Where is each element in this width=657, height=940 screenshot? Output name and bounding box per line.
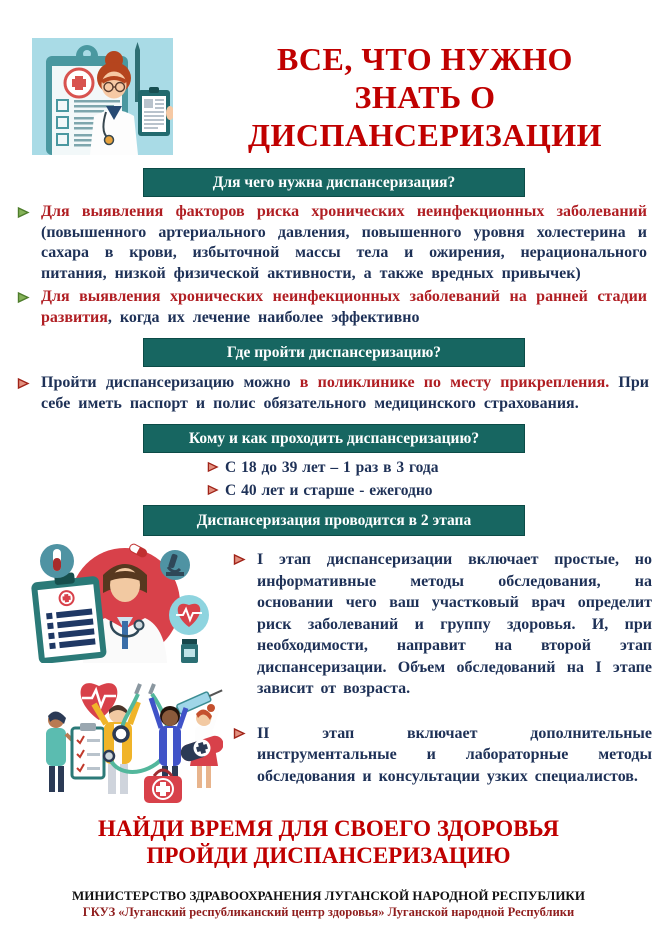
section-heading-stages: Диспансеризация проводится в 2 этапа [143, 505, 525, 536]
where-bullet [15, 373, 649, 414]
bullet-text-red: Для выявления хронических неинфекционных заболеваний на ранней стадии развития [41, 288, 647, 326]
title-line: ДИСПАНСЕРИЗАЦИИ [248, 117, 602, 153]
checklist-clipboard-icon [72, 723, 104, 778]
list-item [15, 373, 649, 414]
microscope-icon [160, 550, 190, 580]
bullet-text-dark: При себе иметь паспорт и полис обязательного медицинского страхования. [41, 374, 649, 412]
arrow-bullet-icon [233, 727, 246, 740]
medical-team-illustration [18, 672, 223, 810]
list-item [15, 287, 647, 328]
organization-name: ГКУЗ «Луганский республиканский центр здоровья» Луганской народной Республики [82, 905, 575, 919]
bullet-text-dark: , когда их лечение наиболее эффективно [107, 308, 420, 326]
bullet-text-red: Для выявления факторов риска хронических неинфекционных заболеваний [41, 203, 647, 220]
why-bullet-list [15, 202, 647, 328]
arrow-bullet-icon [17, 377, 30, 390]
arrow-bullet-icon [207, 461, 219, 473]
stage-descriptions [231, 549, 652, 787]
section-heading-where: Где пройти диспансеризацию? [143, 338, 525, 367]
bullet-text-dark: С 18 до 39 лет – 1 раз в 3 года [225, 459, 439, 476]
document-clipboard-icon [138, 87, 173, 136]
footer [0, 888, 657, 920]
checklist-clipboard-icon [30, 570, 107, 663]
arrow-bullet-icon [207, 484, 219, 496]
stage1-doctor-illustration [27, 541, 209, 663]
medicine-bottle-icon [181, 639, 198, 663]
list-item [205, 458, 439, 477]
ministry-name: МИНИСТЕРСТВО ЗДРАВООХРАНЕНИЯ ЛУГАНСКОЙ НАРОДНОЙ РЕСПУБЛИКИ [72, 888, 585, 903]
bullet-text-dark: С 40 лет и старше - ежегодно [225, 482, 433, 499]
arrow-bullet-icon [17, 291, 30, 304]
list-item [231, 723, 652, 788]
list-item [205, 481, 439, 500]
list-item [231, 549, 652, 700]
female-doctor-illustration [32, 38, 173, 155]
title-line: ЗНАТЬ О [354, 79, 496, 115]
page-title [195, 40, 655, 154]
arrow-bullet-icon [17, 206, 30, 219]
bullet-text-dark: (повышенного артериального давления, повышенного уровня холестерина и сахара в крови, избыточной массы тела и ожирения, нерационального питания, низкой физической активности, а также вредных привычек) [41, 223, 647, 282]
section-heading-who: Кому и как проходить диспансеризацию? [143, 424, 525, 453]
bullet-text-dark: Пройти диспансеризацию можно [41, 374, 300, 391]
cta-line: НАЙДИ ВРЕМЯ ДЛЯ СВОЕГО ЗДОРОВЬЯ [97, 816, 560, 841]
who-bullet-list [205, 458, 439, 504]
call-to-action [0, 815, 657, 869]
section-heading-why: Для чего нужна диспансеризация? [143, 168, 525, 197]
cta-line: ПРОЙДИ ДИСПАНСЕРИЗАЦИЮ [146, 843, 511, 868]
bullet-text-red: в поликлинике по месту прикрепления. [299, 374, 610, 391]
medical-team-with-items [18, 672, 223, 810]
title-line: ВСЕ, ЧТО НУЖНО [277, 41, 573, 77]
heart-ecg-icon [169, 595, 209, 635]
stage-2-text: II этап включает дополнительные инструментальные и лабораторные методы обследования и консультации узких специалистов. [257, 724, 652, 785]
stage-1-text: I этап диспансеризации включает простые, но информативные методы обследования, на основании чего ваш участковый врач определит риск заболеваний и группу здоровья. И, при необходимости, направит на второй этап диспансеризации. Объем обследований на I этапе зависит от возраста. [257, 551, 652, 697]
list-item [15, 202, 647, 284]
doctor-with-lab-icons [27, 541, 209, 663]
header-doctor-illustration [32, 38, 173, 155]
test-tube-icon [40, 544, 74, 578]
arrow-bullet-icon [233, 553, 246, 566]
